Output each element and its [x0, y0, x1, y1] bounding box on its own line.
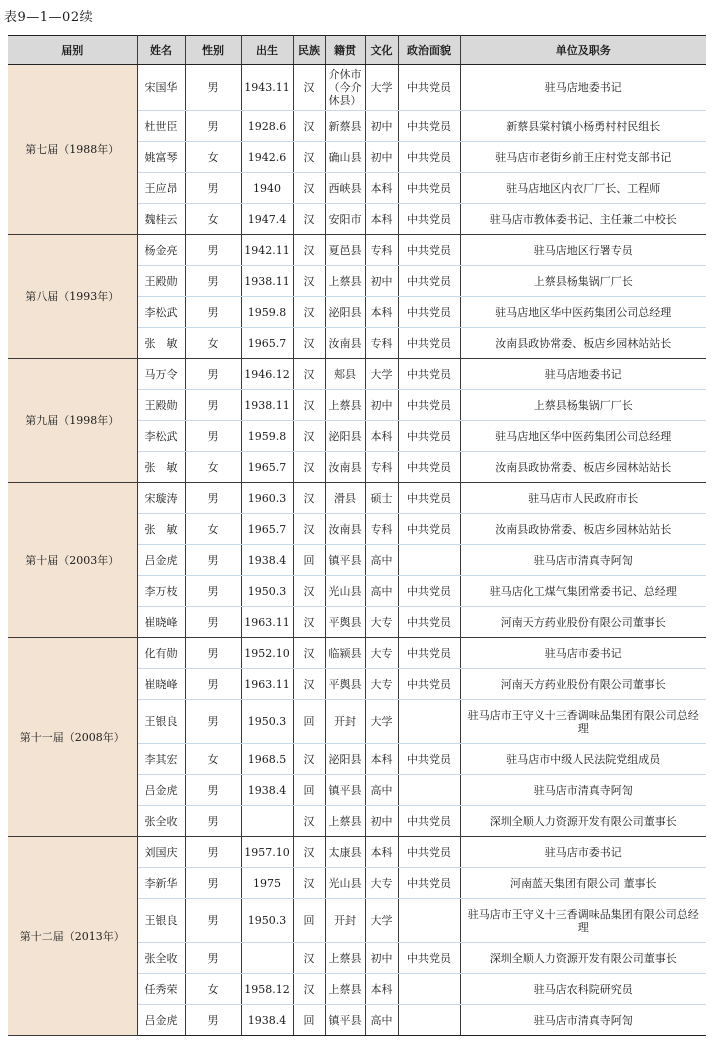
cell-gender: 女	[185, 974, 241, 1005]
cell-education: 初中	[365, 943, 398, 974]
cell-education: 本科	[365, 837, 398, 868]
cell-party: 中共党员	[398, 204, 460, 235]
cell-name: 崔晓峰	[137, 607, 185, 638]
header-birth: 出生	[241, 36, 293, 65]
cell-birth	[241, 806, 293, 837]
cell-position: 驻马店市委书记	[460, 638, 706, 669]
cell-gender: 男	[185, 669, 241, 700]
cell-name: 吕金虎	[137, 545, 185, 576]
cell-name: 李万枝	[137, 576, 185, 607]
cell-education: 大专	[365, 607, 398, 638]
cell-name: 李新华	[137, 868, 185, 899]
cell-education: 本科	[365, 974, 398, 1005]
cell-position: 驻马店市清真寺阿訇	[460, 1005, 706, 1036]
cell-education: 专科	[365, 235, 398, 266]
cell-hometown: 平舆县	[325, 669, 365, 700]
cell-birth: 1950.3	[241, 576, 293, 607]
term-label: 第七届（1988年）	[8, 65, 137, 235]
cell-hometown: 泌阳县	[325, 297, 365, 328]
cell-hometown: 滑县	[325, 483, 365, 514]
cell-name: 李松武	[137, 421, 185, 452]
cell-hometown: 安阳市	[325, 204, 365, 235]
cell-party: 中共党员	[398, 142, 460, 173]
cell-position: 驻马店市清真寺阿訇	[460, 775, 706, 806]
cell-ethnicity: 汉	[293, 452, 325, 483]
cell-birth: 1975	[241, 868, 293, 899]
cell-ethnicity: 汉	[293, 390, 325, 421]
cell-position: 驻马店市人民政府市长	[460, 483, 706, 514]
term-label: 第十一届（2008年）	[8, 638, 137, 837]
cell-birth: 1968.5	[241, 744, 293, 775]
cell-position: 驻马店地区华中医药集团公司总经理	[460, 297, 706, 328]
cell-birth: 1942.11	[241, 235, 293, 266]
cell-name: 杜世臣	[137, 111, 185, 142]
cell-position: 汝南县政协常委、板店乡园林站站长	[460, 514, 706, 545]
cell-party: 中共党员	[398, 943, 460, 974]
cell-hometown: 太康县	[325, 837, 365, 868]
cell-education: 大学	[365, 700, 398, 744]
cell-position: 驻马店地委书记	[460, 359, 706, 390]
cell-birth: 1943.11	[241, 65, 293, 111]
cell-hometown: 西峡县	[325, 173, 365, 204]
cell-gender: 男	[185, 297, 241, 328]
cell-name: 张全收	[137, 806, 185, 837]
cell-ethnicity: 回	[293, 1005, 325, 1036]
cell-education: 大专	[365, 868, 398, 899]
cell-name: 王殿勋	[137, 390, 185, 421]
cell-education: 专科	[365, 452, 398, 483]
cell-ethnicity: 汉	[293, 744, 325, 775]
cell-gender: 男	[185, 638, 241, 669]
table-row	[8, 359, 706, 390]
cell-education: 高中	[365, 1005, 398, 1036]
cell-education: 高中	[365, 576, 398, 607]
cell-ethnicity: 汉	[293, 974, 325, 1005]
cell-birth: 1952.10	[241, 638, 293, 669]
cell-hometown: 汝南县	[325, 514, 365, 545]
cell-gender: 男	[185, 266, 241, 297]
cell-party: 中共党员	[398, 111, 460, 142]
header-education: 文化	[365, 36, 398, 65]
cell-party: 中共党员	[398, 235, 460, 266]
cell-position: 驻马店地区行署专员	[460, 235, 706, 266]
cell-education: 本科	[365, 204, 398, 235]
header-ethnicity: 民族	[293, 36, 325, 65]
cell-ethnicity: 回	[293, 545, 325, 576]
cell-position: 驻马店地委书记	[460, 65, 706, 111]
cell-birth: 1963.11	[241, 607, 293, 638]
cell-hometown: 新蔡县	[325, 111, 365, 142]
cell-education: 大专	[365, 669, 398, 700]
cell-name: 张全收	[137, 943, 185, 974]
cell-birth: 1959.8	[241, 297, 293, 328]
cell-education: 专科	[365, 328, 398, 359]
cell-position: 河南天方药业股份有限公司董事长	[460, 607, 706, 638]
cell-position: 汝南县政协常委、板店乡园林站站长	[460, 328, 706, 359]
header-term: 届别	[8, 36, 137, 65]
cell-ethnicity: 汉	[293, 669, 325, 700]
cell-position: 深圳全顺人力资源开发有限公司董事长	[460, 806, 706, 837]
term-label: 第十届（2003年）	[8, 483, 137, 638]
cell-gender: 男	[185, 483, 241, 514]
cell-hometown: 汝南县	[325, 328, 365, 359]
cell-name: 宋国华	[137, 65, 185, 111]
table-row	[8, 638, 706, 669]
cell-gender: 男	[185, 173, 241, 204]
term-label: 第十二届（2013年）	[8, 837, 137, 1036]
cell-position: 驻马店市王守义十三香调味品集团有限公司总经理	[460, 899, 706, 943]
cell-hometown: 确山县	[325, 142, 365, 173]
cell-ethnicity: 回	[293, 700, 325, 744]
cell-position: 上蔡县杨集锅厂厂长	[460, 390, 706, 421]
cell-gender: 男	[185, 899, 241, 943]
cell-hometown: 上蔡县	[325, 806, 365, 837]
cell-hometown: 光山县	[325, 868, 365, 899]
cell-name: 李其宏	[137, 744, 185, 775]
cell-ethnicity: 汉	[293, 868, 325, 899]
cell-position: 驻马店市中级人民法院党组成员	[460, 744, 706, 775]
cell-gender: 男	[185, 700, 241, 744]
cell-position: 驻马店市老街乡前王庄村党支部书记	[460, 142, 706, 173]
cell-position: 驻马店市王守义十三香调味品集团有限公司总经理	[460, 700, 706, 744]
cell-gender: 男	[185, 235, 241, 266]
cell-hometown: 夏邑县	[325, 235, 365, 266]
cell-education: 硕士	[365, 483, 398, 514]
cell-party: 中共党员	[398, 359, 460, 390]
deputies-table	[8, 35, 706, 1036]
cell-hometown: 开封	[325, 700, 365, 744]
cell-name: 王殿勋	[137, 266, 185, 297]
cell-party	[398, 545, 460, 576]
cell-birth: 1965.7	[241, 514, 293, 545]
cell-hometown: 泌阳县	[325, 744, 365, 775]
cell-position: 驻马店市委书记	[460, 837, 706, 868]
cell-birth: 1938.4	[241, 1005, 293, 1036]
cell-party: 中共党员	[398, 744, 460, 775]
cell-gender: 女	[185, 744, 241, 775]
cell-gender: 男	[185, 545, 241, 576]
cell-birth: 1965.7	[241, 328, 293, 359]
cell-ethnicity: 汉	[293, 297, 325, 328]
cell-gender: 女	[185, 142, 241, 173]
cell-ethnicity: 汉	[293, 111, 325, 142]
cell-birth: 1938.4	[241, 775, 293, 806]
cell-hometown: 临颍县	[325, 638, 365, 669]
cell-hometown: 郏县	[325, 359, 365, 390]
cell-birth: 1938.4	[241, 545, 293, 576]
cell-party	[398, 1005, 460, 1036]
cell-ethnicity: 汉	[293, 204, 325, 235]
cell-party: 中共党员	[398, 576, 460, 607]
cell-education: 专科	[365, 514, 398, 545]
cell-ethnicity: 汉	[293, 943, 325, 974]
cell-ethnicity: 汉	[293, 235, 325, 266]
cell-party	[398, 974, 460, 1005]
cell-hometown: 镇平县	[325, 1005, 365, 1036]
cell-birth: 1950.3	[241, 899, 293, 943]
cell-hometown: 汝南县	[325, 452, 365, 483]
cell-ethnicity: 汉	[293, 266, 325, 297]
cell-position: 驻马店地区内衣厂厂长、工程师	[460, 173, 706, 204]
cell-birth: 1959.8	[241, 421, 293, 452]
cell-gender: 男	[185, 390, 241, 421]
cell-position: 驻马店化工煤气集团常委书记、总经理	[460, 576, 706, 607]
cell-hometown: 上蔡县	[325, 390, 365, 421]
cell-ethnicity: 汉	[293, 638, 325, 669]
cell-ethnicity: 汉	[293, 421, 325, 452]
cell-gender: 男	[185, 868, 241, 899]
cell-position: 新蔡县棠村镇小杨勇村村民组长	[460, 111, 706, 142]
cell-ethnicity: 汉	[293, 837, 325, 868]
cell-education: 初中	[365, 266, 398, 297]
cell-birth: 1963.11	[241, 669, 293, 700]
table-row	[8, 235, 706, 266]
cell-birth: 1957.10	[241, 837, 293, 868]
cell-education: 大专	[365, 638, 398, 669]
cell-party	[398, 700, 460, 744]
cell-ethnicity: 汉	[293, 65, 325, 111]
cell-name: 吕金虎	[137, 1005, 185, 1036]
cell-party: 中共党员	[398, 421, 460, 452]
cell-education: 大学	[365, 899, 398, 943]
header-party: 政治面貌	[398, 36, 460, 65]
header-hometown: 籍贯	[325, 36, 365, 65]
cell-birth: 1938.11	[241, 390, 293, 421]
cell-ethnicity: 汉	[293, 514, 325, 545]
header-gender: 性别	[185, 36, 241, 65]
header-row	[8, 36, 706, 65]
header-position: 单位及职务	[460, 36, 706, 65]
cell-position: 驻马店市教体委书记、主任兼二中校长	[460, 204, 706, 235]
cell-birth: 1928.6	[241, 111, 293, 142]
cell-party: 中共党员	[398, 65, 460, 111]
cell-gender: 男	[185, 775, 241, 806]
cell-gender: 男	[185, 607, 241, 638]
cell-party: 中共党员	[398, 669, 460, 700]
cell-position: 上蔡县杨集锅厂厂长	[460, 266, 706, 297]
cell-name: 化有勋	[137, 638, 185, 669]
table-row	[8, 65, 706, 111]
cell-party: 中共党员	[398, 266, 460, 297]
cell-education: 大学	[365, 65, 398, 111]
cell-ethnicity: 汉	[293, 806, 325, 837]
cell-birth: 1947.4	[241, 204, 293, 235]
cell-education: 本科	[365, 421, 398, 452]
cell-name: 王银良	[137, 899, 185, 943]
cell-ethnicity: 汉	[293, 173, 325, 204]
cell-hometown: 介休市（今介休县）	[325, 65, 365, 111]
table-body	[8, 65, 706, 1036]
cell-ethnicity: 回	[293, 899, 325, 943]
cell-party: 中共党员	[398, 483, 460, 514]
cell-gender: 男	[185, 1005, 241, 1036]
cell-name: 李松武	[137, 297, 185, 328]
cell-birth: 1940	[241, 173, 293, 204]
cell-gender: 男	[185, 806, 241, 837]
cell-position: 驻马店农科院研究员	[460, 974, 706, 1005]
cell-name: 姚富琴	[137, 142, 185, 173]
cell-party: 中共党员	[398, 837, 460, 868]
cell-birth	[241, 943, 293, 974]
table-caption: 表9—1—02续	[4, 10, 94, 25]
cell-education: 本科	[365, 744, 398, 775]
cell-ethnicity: 汉	[293, 607, 325, 638]
cell-gender: 女	[185, 328, 241, 359]
cell-name: 刘国庆	[137, 837, 185, 868]
cell-education: 大学	[365, 359, 398, 390]
cell-position: 河南天方药业股份有限公司董事长	[460, 669, 706, 700]
cell-education: 初中	[365, 806, 398, 837]
cell-party: 中共党员	[398, 806, 460, 837]
cell-gender: 男	[185, 837, 241, 868]
cell-education: 本科	[365, 297, 398, 328]
cell-ethnicity: 汉	[293, 328, 325, 359]
cell-education: 初中	[365, 390, 398, 421]
cell-name: 崔晓峰	[137, 669, 185, 700]
cell-name: 杨金亮	[137, 235, 185, 266]
cell-hometown: 镇平县	[325, 775, 365, 806]
cell-gender: 女	[185, 514, 241, 545]
cell-gender: 女	[185, 452, 241, 483]
cell-name: 马万令	[137, 359, 185, 390]
cell-education: 初中	[365, 111, 398, 142]
cell-party: 中共党员	[398, 638, 460, 669]
cell-position: 深圳全顺人力资源开发有限公司董事长	[460, 943, 706, 974]
cell-birth: 1958.12	[241, 974, 293, 1005]
cell-hometown: 上蔡县	[325, 943, 365, 974]
cell-party: 中共党员	[398, 390, 460, 421]
cell-education: 本科	[365, 173, 398, 204]
cell-gender: 女	[185, 204, 241, 235]
cell-party	[398, 899, 460, 943]
cell-party: 中共党员	[398, 297, 460, 328]
cell-party	[398, 775, 460, 806]
cell-position: 驻马店市清真寺阿訇	[460, 545, 706, 576]
cell-ethnicity: 汉	[293, 142, 325, 173]
cell-hometown: 光山县	[325, 576, 365, 607]
cell-hometown: 上蔡县	[325, 974, 365, 1005]
cell-party: 中共党员	[398, 868, 460, 899]
cell-party: 中共党员	[398, 514, 460, 545]
cell-education: 高中	[365, 775, 398, 806]
cell-name: 王应昂	[137, 173, 185, 204]
cell-birth: 1938.11	[241, 266, 293, 297]
cell-gender: 男	[185, 421, 241, 452]
table-row	[8, 837, 706, 868]
cell-position: 汝南县政协常委、板店乡园林站站长	[460, 452, 706, 483]
cell-gender: 男	[185, 576, 241, 607]
table-row	[8, 483, 706, 514]
cell-party: 中共党员	[398, 328, 460, 359]
cell-name: 吕金虎	[137, 775, 185, 806]
cell-birth: 1965.7	[241, 452, 293, 483]
cell-hometown: 镇平县	[325, 545, 365, 576]
cell-party: 中共党员	[398, 607, 460, 638]
cell-ethnicity: 回	[293, 775, 325, 806]
cell-hometown: 开封	[325, 899, 365, 943]
header-name: 姓名	[137, 36, 185, 65]
cell-education: 高中	[365, 545, 398, 576]
cell-name: 张 敏	[137, 514, 185, 545]
term-label: 第八届（1993年）	[8, 235, 137, 359]
cell-name: 张 敏	[137, 452, 185, 483]
cell-gender: 男	[185, 111, 241, 142]
cell-name: 张 敏	[137, 328, 185, 359]
cell-ethnicity: 汉	[293, 576, 325, 607]
cell-party: 中共党员	[398, 173, 460, 204]
cell-hometown: 泌阳县	[325, 421, 365, 452]
cell-hometown: 上蔡县	[325, 266, 365, 297]
cell-name: 宋璇涛	[137, 483, 185, 514]
cell-education: 初中	[365, 142, 398, 173]
cell-birth: 1946.12	[241, 359, 293, 390]
cell-hometown: 平舆县	[325, 607, 365, 638]
cell-gender: 男	[185, 65, 241, 111]
cell-ethnicity: 汉	[293, 483, 325, 514]
cell-gender: 男	[185, 943, 241, 974]
cell-position: 河南蓝天集团有限公司 董事长	[460, 868, 706, 899]
cell-name: 王银良	[137, 700, 185, 744]
cell-birth: 1960.3	[241, 483, 293, 514]
cell-birth: 1942.6	[241, 142, 293, 173]
cell-name: 任秀荣	[137, 974, 185, 1005]
cell-ethnicity: 汉	[293, 359, 325, 390]
cell-position: 驻马店地区华中医药集团公司总经理	[460, 421, 706, 452]
cell-party: 中共党员	[398, 452, 460, 483]
cell-birth: 1950.3	[241, 700, 293, 744]
cell-name: 魏桂云	[137, 204, 185, 235]
term-label: 第九届（1998年）	[8, 359, 137, 483]
cell-gender: 男	[185, 359, 241, 390]
